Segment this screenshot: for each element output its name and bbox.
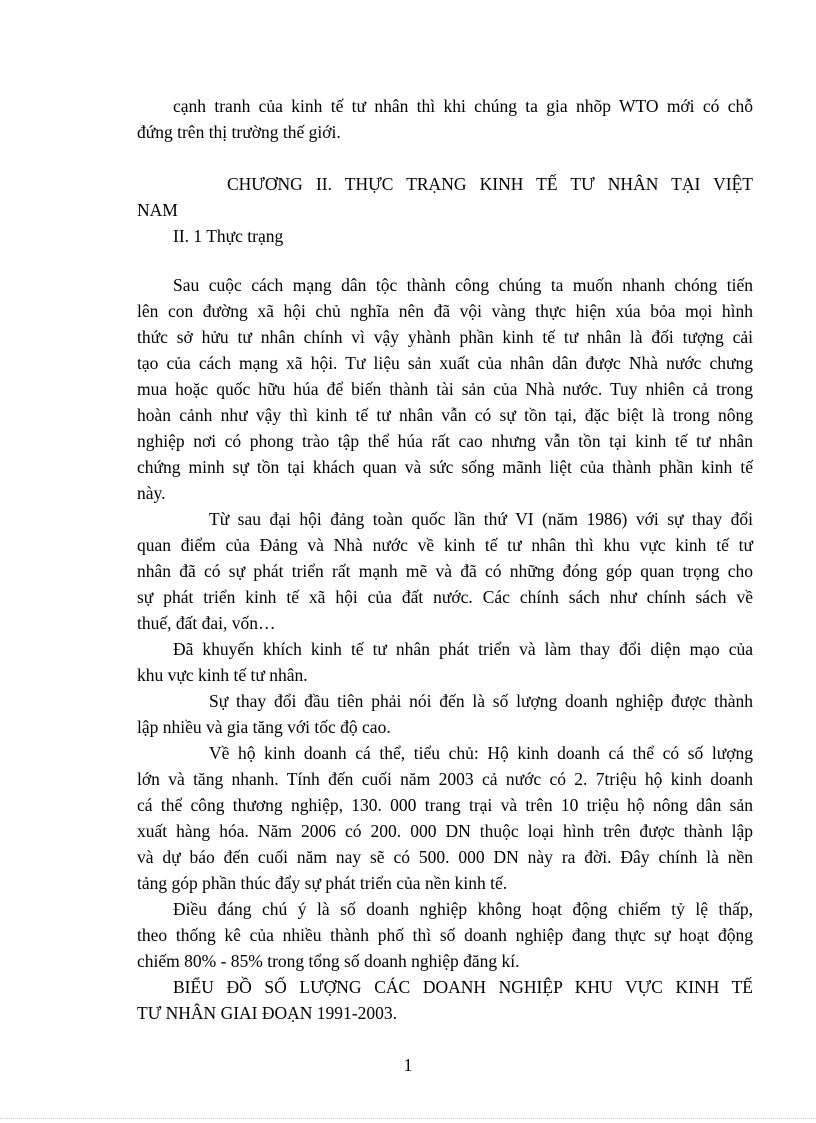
text-line: và dự báo đến cuối năm nay sẽ có 500. 000 DN này ra đời. Đây chính là nền	[137, 847, 753, 867]
text-line: xuất hàng hóa. Năm 2006 có 200. 000 DN thuộc loại hình trên được thành lập	[137, 821, 753, 841]
text-line: nhân đã có sự phát triển rất mạnh mẽ và đã có những đóng góp quan trọng cho	[137, 561, 753, 581]
text-line: chứng minh sự tồn tại khách quan và sức sống mãnh liệt của thành phần kinh tế	[137, 457, 753, 477]
text-line: Sau cuộc cách mạng dân tộc thành công chúng ta muốn nhanh chóng tiến	[173, 275, 753, 295]
section-heading	[137, 223, 753, 249]
text-line: NAM	[137, 200, 178, 220]
paragraph-congress	[137, 506, 753, 636]
paragraph-first-change	[137, 688, 753, 740]
chapter-heading	[137, 171, 753, 223]
paragraph-encourage	[137, 636, 753, 688]
text-line: đứng trên thị trường thế giới.	[137, 122, 341, 142]
text-line: Sự thay đổi đầu tiên phải nói đến là số lượng doanh nghiệp được thành	[209, 691, 753, 711]
paragraph-notable	[137, 896, 753, 974]
text-line: lập nhiều và gia tăng với tốc độ cao.	[137, 717, 391, 737]
text-line: Về hộ kinh doanh cá thể, tiểu chủ: Hộ kinh doanh cá thể có số lượng	[209, 743, 753, 763]
page-number: 1	[403, 1055, 413, 1075]
text-line: thuế, đất đai, vốn…	[137, 613, 276, 633]
paragraph-continuation	[137, 93, 753, 145]
paragraph-households	[137, 740, 753, 896]
text-line: thức sở hửu tư nhân chính vì vậy yhành phần kinh tế tư nhân là đối tượng cải	[137, 327, 753, 347]
text-line: TƯ NHÂN GIAI ĐOẠN 1991-2003.	[137, 1003, 398, 1023]
text-line: mua hoặc quốc hữu húa để biến thành tài sản của Nhà nước. Tuy nhiên cả trong	[137, 379, 753, 399]
text-line: cá thể công thương nghiệp, 130. 000 trang trại và trên 10 triệu hộ nông dân sản	[137, 795, 753, 815]
page-bottom-divider	[0, 1118, 816, 1119]
text-line: cạnh tranh của kinh tế tư nhân thì khi chúng ta gia nhõp WTO mới có chỗ	[173, 96, 753, 116]
text-line: nghiệp nơi có phong trào tập thể húa rất cao nhưng vẫn tồn tại kinh tế tư nhân	[137, 431, 753, 451]
text-line: Đã khuyến khích kinh tế tư nhân phát triển và làm thay đổi diện mạo của	[173, 639, 753, 659]
text-line: Điều đáng chú ý là số doanh nghiệp không hoạt động chiếm tỷ lệ thấp,	[173, 899, 753, 919]
text-line: CHƯƠNG II. THỰC TRẠNG KINH TẾ TƯ NHÂN TẠI VIỆT	[227, 174, 753, 194]
text-line: BIỂU ĐỒ SỐ LƯỢNG CÁC DOANH NGHIỆP KHU VỰC KINH TẾ	[173, 977, 753, 997]
text-line: lớn và tăng nhanh. Tính đến cuối năm 2003 cả nước có 2. 7triệu hộ kinh doanh	[137, 769, 753, 789]
text-line: chiếm 80% - 85% trong tổng số doanh nghiệp đăng kí.	[137, 951, 520, 971]
text-line: hoàn cảnh như vậy thì kinh tế tư nhân vẫn có sự tồn tại, đặc biệt là trong nông	[137, 405, 753, 425]
text-line: lên con đường xã hội chủ nghĩa nên đã vội vàng thực hiện xúa bỏa mọi hình	[137, 301, 753, 321]
paragraph-revolution	[137, 272, 753, 506]
text-line: Từ sau đại hội đảng toàn quốc lần thứ VI (năm 1986) với sự thay đổi	[209, 509, 753, 529]
text-line: này.	[137, 483, 166, 503]
text-line: quan điểm của Đảng và Nhà nước về kinh tế tư nhân thì khu vực kinh tế tư	[137, 535, 753, 555]
text-line: tảng góp phần thúc đẩy sự phát triển của nền kinh tế.	[137, 873, 508, 893]
text-line: sự phát triển kinh tế xã hội của đất nước. Các chính sách như chính sách về	[137, 587, 753, 607]
text-line: theo thống kê của nhiều thành phố thì số doanh nghiệp đang thực sự hoạt động	[137, 925, 753, 945]
text-line: II. 1 Thực trạng	[173, 226, 284, 246]
chart-caption	[137, 974, 753, 1026]
text-line: khu vực kinh tế tư nhân.	[137, 665, 308, 685]
text-line: tạo của cách mạng xã hội. Tư liệu sản xuất của nhân dân được Nhà nước chưng	[137, 353, 753, 373]
